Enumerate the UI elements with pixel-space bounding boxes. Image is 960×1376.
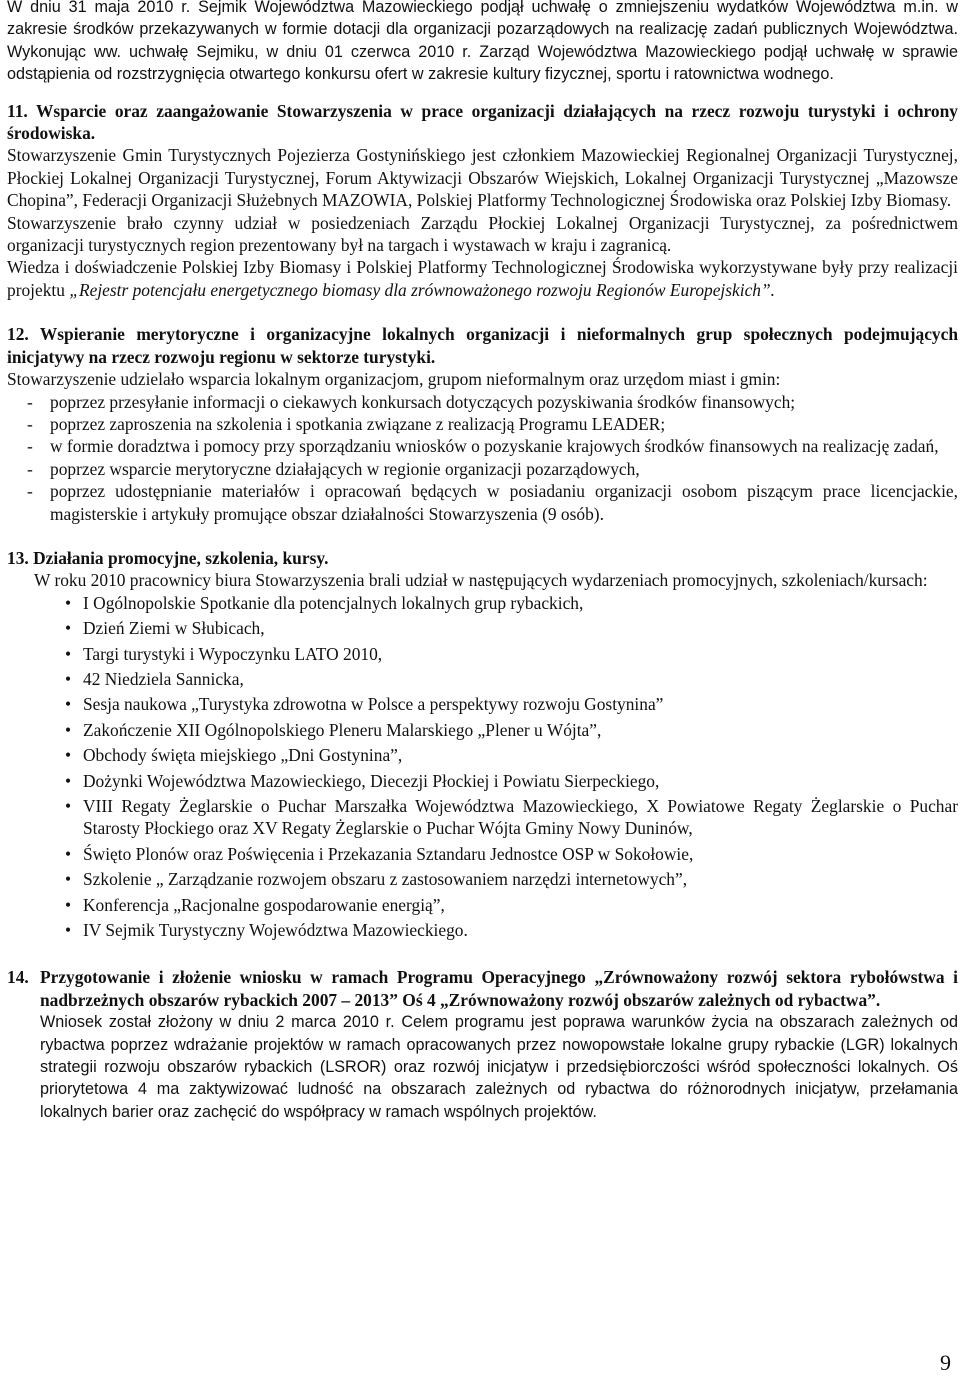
list-item [7,919,958,941]
section-14-body: Wniosek został złożony w dniu 2 marca 2010 r. Celem programu jest poprawa warunków życia na obszarach zależnych od rybactwa poprzez wdrażanie projektów w ramach opracowanych przez nowopowstałe lokalne grupy rybackie (LGR) lokalnych strategii rozwoju obszarów rybackich (LSROR) oraz rozwój inicjatyw i przedsiębiorczości wśród społeczności lokalnych. Oś priorytetowa 4 ma zaktywizować ludność na obszarach zależnych od rybactwa do różnorodnych inicjatyw, przełamania lokalnych barier oraz zachęcić do współpracy w ramach wspólnych projektów. [40,1013,958,1121]
list-item [7,795,958,840]
list-item [7,894,958,916]
list-item-text: VIII Regaty Żeglarskie o Puchar Marszałka Województwa Mazowieckiego, X Powiatowe Regaty Żeglarskie o Puchar Starosty Płockiego oraz XV Regaty Żeglarskie o Puchar Wójta Gminy Nowy Duninów, [83,796,958,839]
list-item-text: Dzień Ziemi w Słubicach, [83,618,265,639]
section-13-heading: 13. Działania promocyjne, szkolenia, kursy. [7,547,329,568]
section-14 [7,966,958,1123]
list-item-text: Szkolenie „ Zarządzanie rozwojem obszaru z zastosowaniem narzędzi internetowych”, [83,869,688,890]
section-12-intro: Stowarzyszenie udzielało wsparcia lokalnym organizacjom, grupom nieformalnym oraz urzędom miast i gmin: [7,369,781,390]
list-item-text: Obchody święta miejskiego „Dni Gostynina”, [83,745,403,766]
bullet-icon: • [65,719,72,740]
list-item [7,592,958,614]
events-list [7,592,958,942]
bullet-icon: • [65,770,72,791]
list-item-text: Konferencja „Racjonalne gospodarowanie energią”, [83,894,445,915]
list-item-text: Zakończenie XII Ogólnopolskiego Pleneru Malarskiego „Plener u Wójta”, [83,719,602,740]
bullet-icon: • [65,869,72,890]
list-item [7,770,958,792]
bullet-icon: • [65,796,72,816]
dash-marker: - [27,481,33,502]
list-item [7,719,958,741]
list-item-text: poprzez wsparcie merytoryczne działających w regionie organizacji pozarządowych, [50,458,640,479]
bullet-icon: • [65,894,72,915]
list-item [7,480,958,525]
list-item [7,693,958,715]
list-item-text: poprzez udostępnianie materiałów i opracowań będących w posiadaniu organizacji osobom piszącym prace licencjackie, magisterskie i artykuły promujące obszar działalności Stowarzyszenia (9 osób). [50,481,958,524]
dash-marker: - [27,413,33,434]
list-item-text: Dożynki Województwa Mazowieckiego, Diecezji Płockiej i Powiatu Sierpeckiego, [83,770,660,791]
bullet-icon: • [65,843,72,864]
bullet-icon: • [65,694,72,715]
section-13-intro: W roku 2010 pracownicy biura Stowarzyszenia brali udział w następujących wydarzeniach promocyjnych, szkoleniach/kursach: [34,570,928,591]
section-11-paragraph-3 [7,256,958,301]
intro-paragraph: W dniu 31 maja 2010 r. Sejmik Województwa Mazowieckiego podjął uchwałę o zmniejszeniu wydatków Województwa m.in. w zakresie środków przekazywanych w formie dotacji dla organizacji pozarządowych na realizację zadań publicznych Województwa. Wykonując ww. uchwałę Sejmiku, w dniu 01 czerwca 2010 r. Zarząd Województwa Mazowieckiego podjął uchwałę w sprawie odstąpienia od rozstrzygnięcia otwartego konkursu ofert w zakresie kultury fizycznej, sportu i ratownictwa wodnego. [7,0,958,84]
dash-marker: - [27,391,33,412]
section-11-paragraph-3-text: Wiedza i doświadczenie Polskiej Izby Biomasy i Polskiej Platformy Technologicznej Środowiska wykorzystywane były przy realizacji projektu [7,257,958,300]
project-title: „Rejestr potencjału energetycznego biomasy dla zrównoważonego rozwoju Regionów Europejskich”. [69,279,776,300]
bullet-icon: • [65,668,72,689]
document-page [7,0,958,1123]
list-item [7,668,958,690]
section-12-heading: 12. Wspieranie merytoryczne i organizacyjne lokalnych organizacji i nieformalnych grup społecznych podejmujących inicjatywy na rzecz rozwoju regionu w sektorze turystyki. [7,324,958,367]
page-number: 9 [940,1350,951,1375]
list-item-text: poprzez zaproszenia na szkolenia i spotkania związane z realizacją Programu LEADER; [50,413,666,434]
list-item-text: w formie doradztwa i pomocy przy sporządzaniu wniosków o pozyskanie krajowych środków finansowych na realizację zadań, [50,436,939,457]
list-item-text: Sesja naukowa „Turystyka zdrowotna w Polsce a perspektywy rozwoju Gostynina” [83,694,664,715]
section-11-heading: 11. Wsparcie oraz zaangażowanie Stowarzyszenia w prace organizacji działających na rzecz rozwoju turystyki i ochrony środowiska. [7,100,958,144]
bullet-icon: • [65,643,72,664]
list-item [7,435,958,457]
dash-marker: - [27,436,33,457]
list-item-text: poprzez przesyłanie informacji o ciekawych konkursach dotyczących pozyskiwania środków finansowych; [50,391,796,412]
bullet-icon: • [65,592,72,613]
section-14-number: 14. [7,967,29,988]
list-item-text: 42 Niedziela Sannicka, [83,668,244,689]
list-item [7,458,958,480]
bullet-icon: • [65,920,72,941]
list-item-text: I Ogólnopolskie Spotkanie dla potencjalnych lokalnych grup rybackich, [83,592,584,613]
list-item-text: Święto Plonów oraz Poświęcenia i Przekazania Sztandaru Jednostce OSP w Sokołowie, [83,843,694,864]
section-11-paragraph-2: Stowarzyszenie brało czynny udział w posiedzeniach Zarządu Płockiej Lokalnej Organizacji Turystycznej, za pośrednictwem organizacji turystycznych region prezentowany był na targach i wystawach w kraju i zagranicą. [7,212,958,256]
dash-marker: - [27,458,33,479]
list-item [7,617,958,639]
list-item [7,643,958,665]
support-list [7,391,958,525]
list-item [7,413,958,435]
list-item-text: Targi turystyki i Wypoczynku LATO 2010, [83,643,383,664]
section-14-heading: Przygotowanie i złożenie wniosku w ramach Programu Operacyjnego „Zrównoważony rozwój sektora rybołówstwa i nadbrzeżnych obszarów rybackich 2007 – 2013” Oś 4 „Zrównoważony rozwój obszarów zależnych od rybactwa”. [40,967,958,1010]
list-item [7,744,958,766]
list-item [7,843,958,865]
list-item [7,391,958,413]
bullet-icon: • [65,618,72,639]
section-11-paragraph-1: Stowarzyszenie Gmin Turystycznych Pojezierza Gostynińskiego jest członkiem Mazowieckiej Regionalnej Organizacji Turystycznej, Płockiej Lokalnej Organizacji Turystycznej, Forum Aktywizacji Obszarów Wiejskich, Lokalnej Organizacji Turystycznej „Mazowsze Chopina”, Federacji Organizacji Służebnych MAZOWIA, Polskiej Platformy Technologicznej Środowiska oraz Polskiej Izby Biomasy. [7,145,958,211]
list-item [7,868,958,890]
bullet-icon: • [65,745,72,766]
list-item-text: IV Sejmik Turystyczny Województwa Mazowieckiego. [83,920,468,941]
